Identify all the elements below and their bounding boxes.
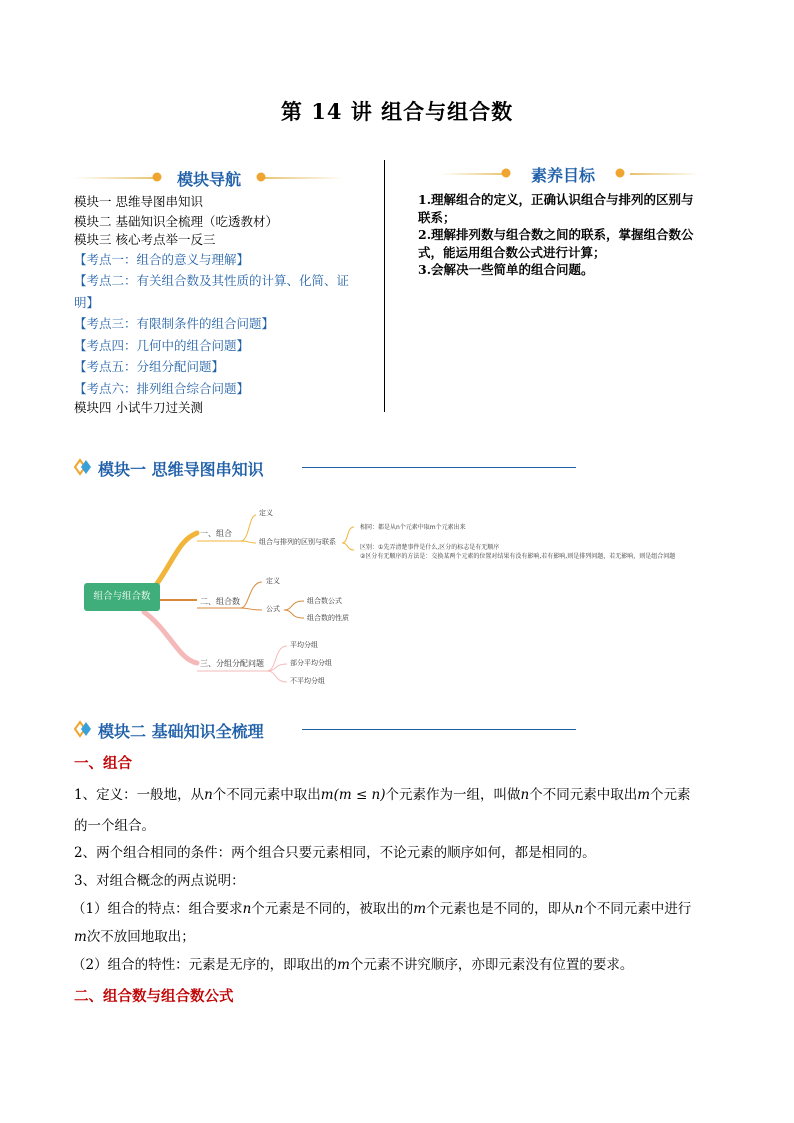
- text: 个不同元素中取出: [529, 787, 638, 803]
- diamond-icon: [74, 456, 96, 478]
- section-heading-combination-number: 二、组合数与组合数公式: [74, 989, 234, 1005]
- nav-item-kaodian1: 【考点一：组合的意义与理解】: [74, 251, 250, 267]
- var: n: [574, 901, 584, 917]
- nav-item-kaodian3: 【考点三：有限制条件的组合问题】: [74, 316, 275, 331]
- mindmap-leaf: 组合数的性质: [307, 614, 349, 622]
- text: 1、定义：一般地，从: [74, 787, 205, 803]
- paragraph-definition: [74, 782, 734, 809]
- mindmap-leaf: 部分平均分组: [290, 659, 332, 667]
- text: 个不同元素中进行: [583, 901, 692, 917]
- paragraph-feature: [72, 896, 732, 923]
- nav-item-kaodian6: 【考点六：排列组合综合问题】: [74, 380, 250, 396]
- var: n: [204, 787, 213, 803]
- mindmap-leaf: 相同：都是从n个元素中取m个元素出来: [360, 524, 466, 531]
- text: 个不同元素中取出: [212, 787, 321, 803]
- mindmap-node: 组合与排列的区别与联系: [259, 538, 336, 546]
- text: 个元素是不同的，被取出的: [251, 901, 414, 917]
- mindmap-leaf: 不平均分组: [290, 677, 325, 685]
- mindmap: [84, 500, 744, 695]
- paragraph-property: [72, 952, 732, 979]
- paragraph-same-condition: 2、两个组合相同的条件：两个组合只要元素相同，不论元素的顺序如何，都是相同的。: [74, 845, 596, 861]
- nav-item-module1: 模块一 思维导图串知识: [74, 194, 203, 209]
- column-divider: [384, 160, 385, 412]
- nav-item-kaodian5: 【考点五：分组分配问题】: [74, 359, 225, 374]
- nav-item-module4: 模块四 小试牛刀过关测: [74, 400, 203, 415]
- mindmap-leaf: 平均分组: [290, 641, 318, 649]
- text: 个元素也是不同的，即从: [426, 901, 575, 917]
- module2-rule: [302, 729, 576, 730]
- var: n: [242, 901, 252, 917]
- section-heading-combination: 一、组合: [74, 756, 132, 772]
- paragraph-feature-cont: [74, 924, 734, 951]
- mindmap-node: 定义: [259, 509, 273, 517]
- module1-heading: [74, 456, 594, 478]
- mindmap-leaf: ②区分有无顺序的方法是：交换某两个元素的位置对结果有没有影响,若有影响,则是排列问题，若无影响，则是组合问题: [360, 553, 676, 560]
- goal-line: 3.会解决一些简单的组合问题。: [418, 262, 594, 277]
- module2-heading: [74, 718, 594, 740]
- module1-title: 模块一 思维导图串知识: [98, 460, 264, 479]
- mindmap-branch-1: 一、组合: [200, 529, 232, 538]
- text: （2）组合的特性：元素是无序的，即取出的: [72, 957, 338, 973]
- paragraph-two-notes: 3、对组合概念的两点说明：: [74, 873, 245, 889]
- nav-item-kaodian2: 【考点二：有关组合数及其性质的计算、化简、证: [74, 273, 350, 288]
- paragraph-definition-cont: 的一个组合。: [74, 818, 155, 834]
- var: m: [637, 787, 651, 803]
- goals-heading: 素养目标: [530, 166, 595, 185]
- text: 个元素: [650, 787, 691, 803]
- text: （1）组合的特点：组合要求: [72, 901, 243, 917]
- var: m(m ≤ n): [320, 787, 386, 803]
- module-nav-list: [74, 191, 384, 417]
- text: 个元素作为一组，叫做: [385, 787, 521, 803]
- goal-line: 联系；: [418, 209, 456, 225]
- var: m: [413, 901, 427, 917]
- diamond-icon: [74, 718, 96, 740]
- nav-heading: 模块导航: [176, 170, 241, 189]
- goal-line: 式，能运用组合数公式进行计算；: [418, 244, 606, 260]
- mindmap-node: 定义: [266, 577, 280, 585]
- mindmap-branch-2: 二、组合数: [200, 597, 240, 606]
- mindmap-branch-3: 三、分组分配问题: [200, 659, 264, 668]
- page-title: 第 14 讲 组合与组合数: [280, 99, 514, 124]
- module1-rule: [302, 467, 576, 468]
- nav-item-module2: 模块二 基础知识全梳理（吃透教材）: [74, 213, 278, 229]
- nav-item-kaodian4: 【考点四：几何中的组合问题】: [74, 337, 250, 353]
- text: 次不放回地取出；: [86, 929, 195, 945]
- mindmap-root: 组合与组合数: [84, 583, 160, 611]
- text: 个元素不讲究顺序，亦即元素没有位置的要求。: [349, 957, 634, 973]
- mindmap-node: 公式: [266, 605, 280, 613]
- goal-line: 1.理解组合的定义，正确认识组合与排列的区别与: [418, 192, 694, 207]
- mindmap-leaf: 组合数公式: [307, 597, 342, 605]
- goal-line: 2.理解排列数与组合数之间的联系，掌握组合数公: [418, 227, 694, 242]
- var: m: [337, 957, 350, 973]
- var: n: [520, 787, 530, 803]
- nav-item-kaodian2-cont: 明】: [74, 294, 100, 310]
- goals-list: [418, 191, 728, 279]
- nav-item-module3: 模块三 核心考点举一反三: [74, 231, 216, 247]
- var: m: [74, 929, 87, 945]
- mindmap-leaf: 区别：①先弄清楚事件是什么,区分的标志是有无顺序: [360, 544, 500, 551]
- module2-title: 模块二 基础知识全梳理: [98, 722, 264, 741]
